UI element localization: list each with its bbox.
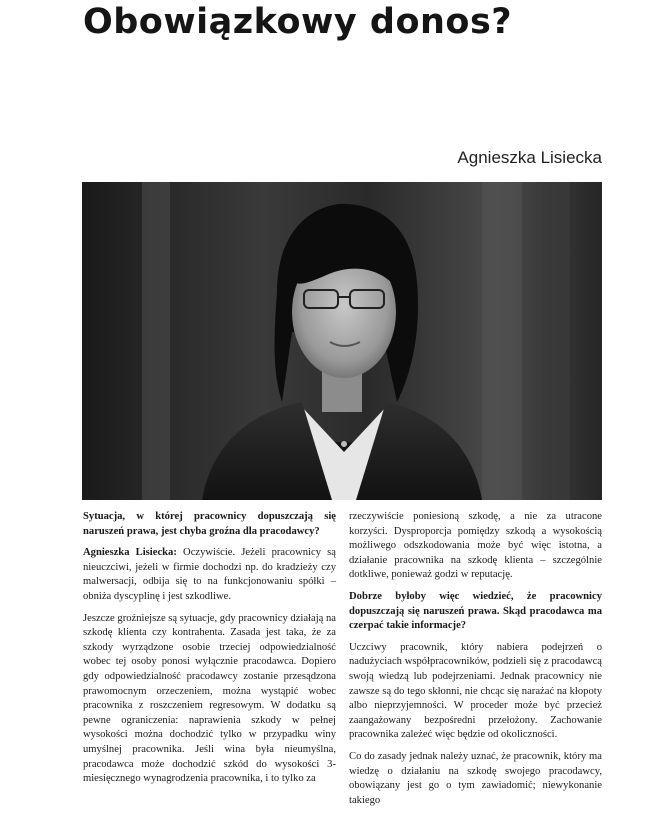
answer-1-text: Oczywiście. Jeżeli pracownicy są nieuczciwi, jeżeli w firmie dochodzi np. do kradzieży czy malwersacji, odbija się to na funkcjonowaniu spółki – obniża dyscyplinę i jest szkodliwe. — [83, 547, 336, 602]
interviewee-name: Agnieszka Lisiecka: — [83, 547, 177, 559]
question-2: Dobrze byłoby więc wiedzieć, że pracownicy dopuszczają się naruszeń prawa. Skąd pracodawca ma czerpać takie informacje? — [349, 590, 602, 632]
answer-1 — [83, 546, 336, 604]
article-author: Agnieszka Lisiecka — [457, 148, 602, 167]
paragraph-2: Jeszcze groźniejsze są sytuacje, gdy pracownicy działają na szkodę klienta czy kontrahenta. Zasada jest taka, że za szkody wyrządzone osobie trzeciej odpowiedzialność wobec tej osoby ponosi wyłącznie pracodawca. Dopiero gdy odpowiedzialność pracodawcy zostanie przesądzona prawomocnym orzeczeniem, można wystąpić wobec pracownika z roszczeniem regresowym. W dodatku są pewne ograniczenia: naprawienia szkody w pełnej wysokości można dochodzić tylko w przypadku winy umyślnej pracownika. Jeśli wina była nieumyślna, pracodawca może dochodzić szkód do wysokości 3-miesięcznego wynagrodzenia pracownika, i to tylko za — [83, 612, 336, 785]
column-right — [349, 510, 602, 815]
question-1: Sytuacja, w której pracownicy dopuszczają się naruszeń prawa, jest chyba groźna dla pracodawcy? — [83, 511, 336, 537]
author-photo — [82, 182, 602, 500]
paragraph-4: Uczciwy pracownik, który nabiera podejrzeń o nadużyciach współpracowników, podzieli się z pracodawcą swoją wiedzą lub podejrzeniami. Jednak pracownicy nie zawsze są do tego skłonni, nie chcąc się narażać na kłopoty albo nieprzyjemności. W proceder może być przecież zaangażowany bezpośredni przełożony. Zachowanie pracownika zależeć więc będzie od okoliczności. — [349, 641, 602, 741]
article-title: Obowiązkowy donos? — [83, 2, 513, 42]
column-left — [83, 510, 336, 794]
paragraph-5: Co do zasady jednak należy uznać, że pracownik, który ma wiedzę o działaniu na szkodę swojego pracodawcy, obowiązany jest go o tym zawiadomić; niewykonanie takiego — [349, 750, 602, 806]
portrait-photo-icon — [82, 182, 602, 500]
paragraph-3: rzeczywiście poniesioną szkodę, a nie za utracone korzyści. Dysproporcja pomiędzy szkodą a wysokością możliwego odszkodowania może być więc istotna, a działanie pracownika na szkodę klienta – szczególnie dotkliwe, ponieważ godzi w reputację. — [349, 511, 602, 581]
